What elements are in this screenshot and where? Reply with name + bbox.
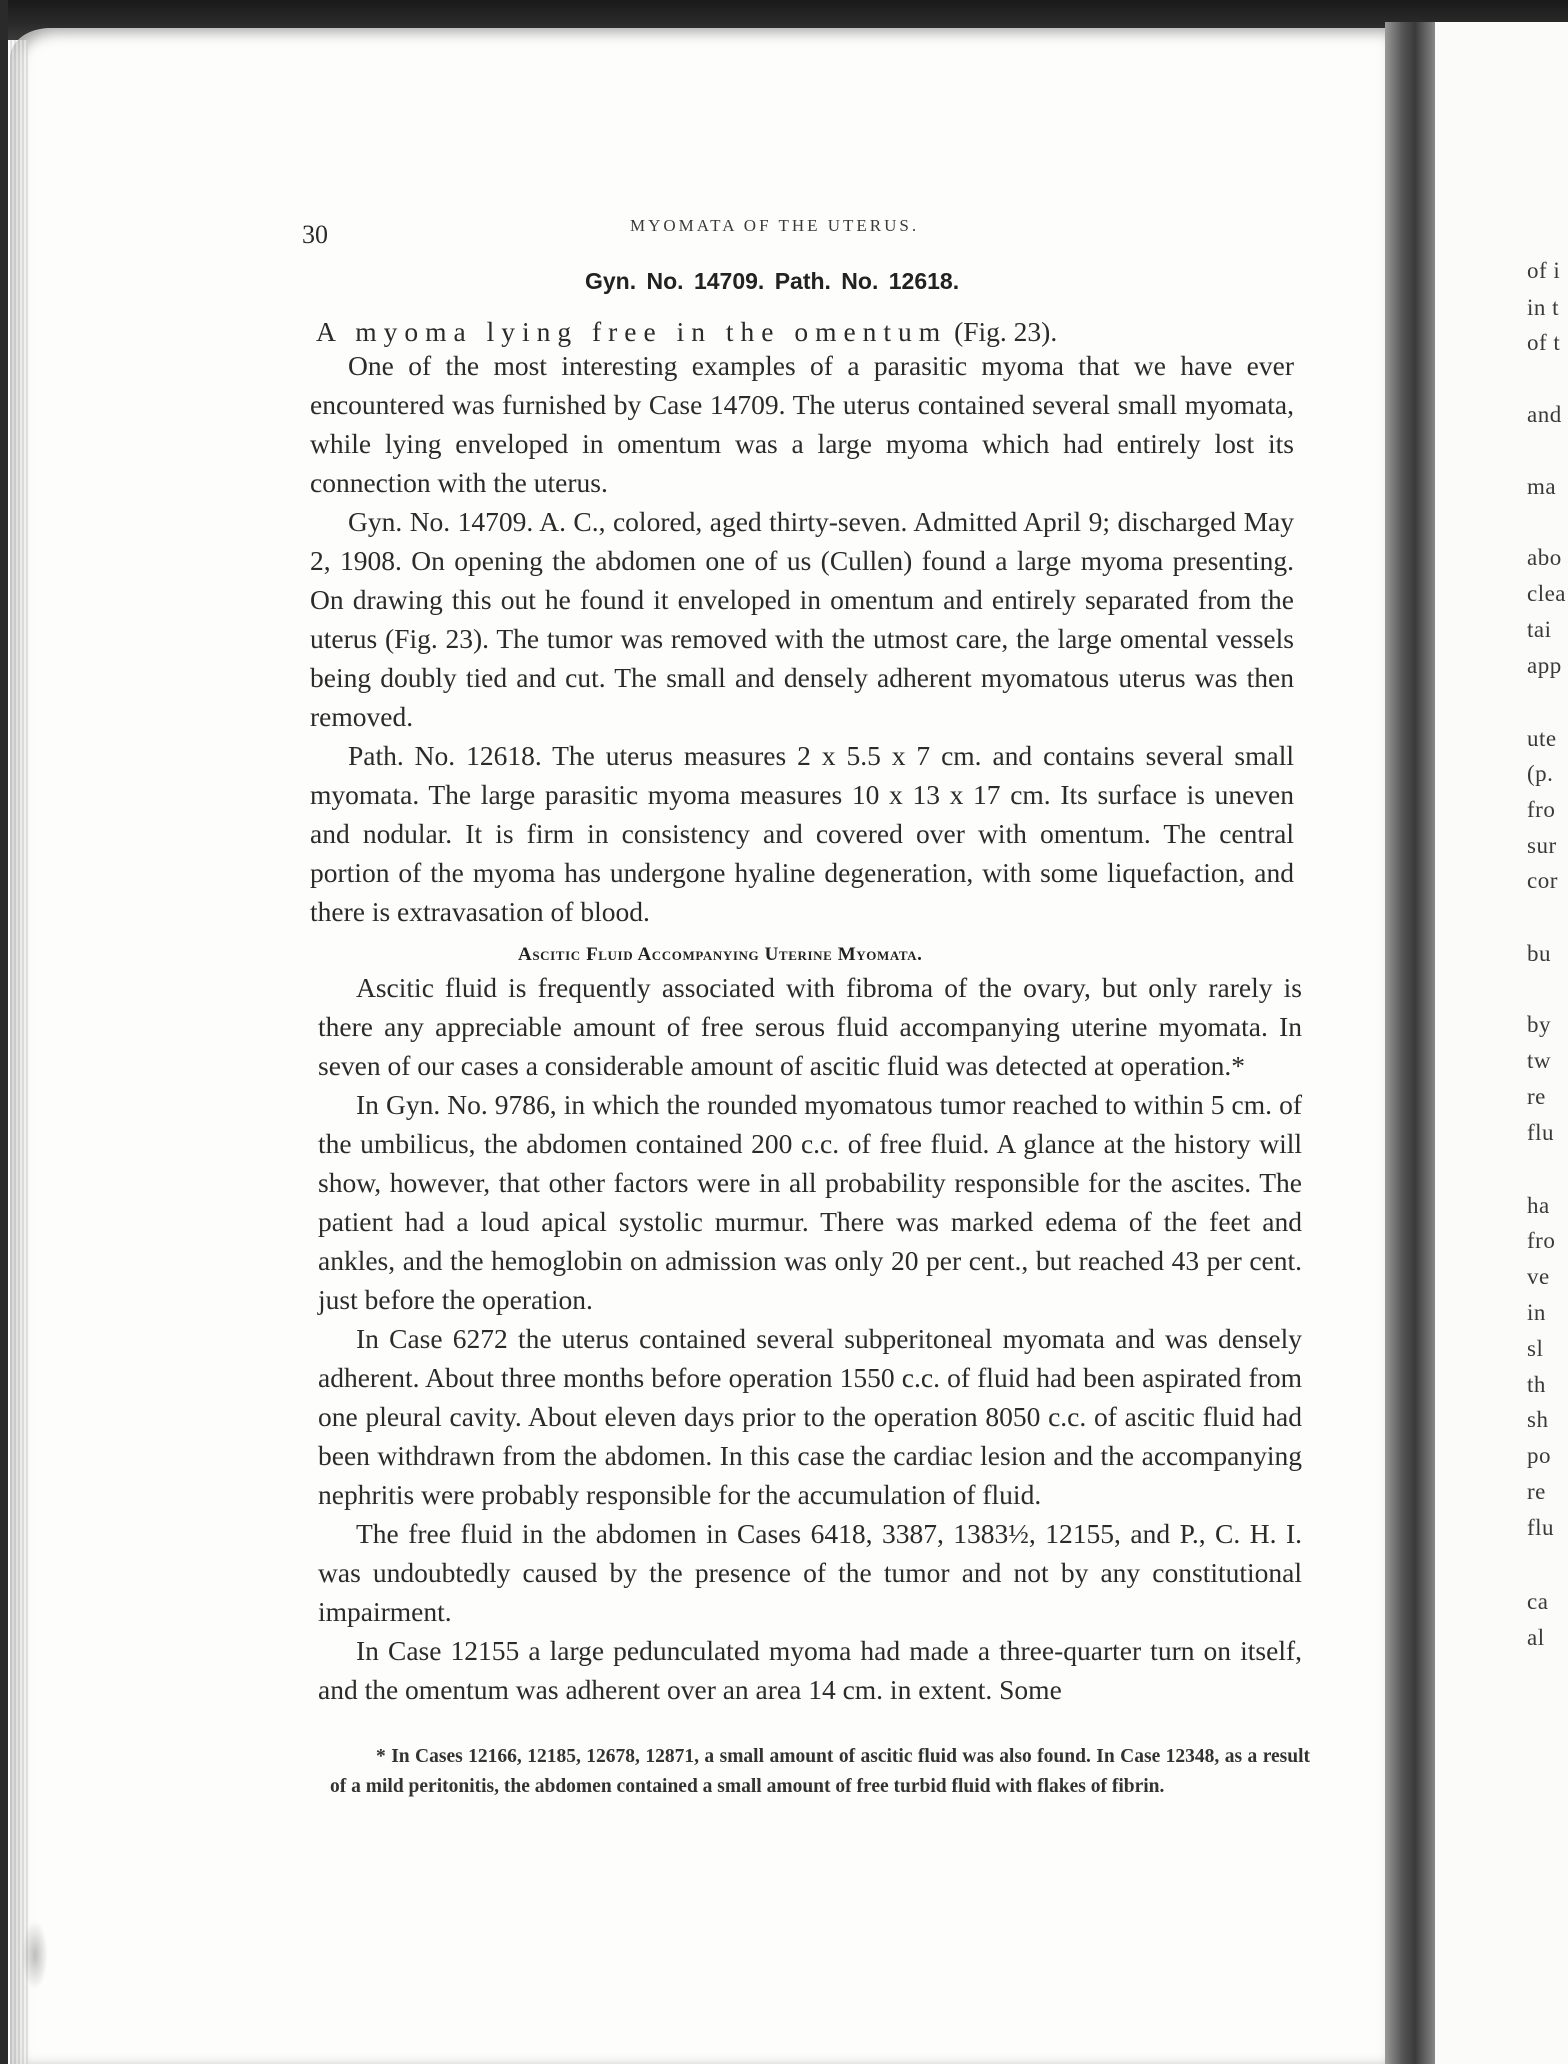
facing-page-fragment: po [1527, 1443, 1551, 1468]
facing-page-fragment: in t [1527, 295, 1560, 320]
facing-page-fragment: (p. [1527, 761, 1554, 786]
facing-page-fragment: th [1527, 1372, 1546, 1397]
facing-page-fragment: tai [1527, 617, 1552, 642]
case-body [310, 346, 1294, 931]
ascitic-body [318, 968, 1302, 1709]
paragraph: The free fluid in the abdomen in Cases 6418, 3387, 1383½, 12155, and P., C. H. I. was undoubtedly caused by the presence of the tumor and not by any constitutional impairment. [318, 1518, 1302, 1627]
facing-page-fragment: re [1527, 1084, 1546, 1109]
running-head: MYOMATA OF THE UTERUS. [630, 216, 920, 235]
page-number: 30 [302, 220, 328, 249]
subtitle-figure-ref: (Fig. 23). [947, 316, 1058, 347]
paragraph: Ascitic fluid is frequently associated with fibroma of the ovary, but only rarely is there any appreciable amount of free serous fluid accompanying uterine myomata. In seven of our cases a considerable amount of ascitic fluid was detected at operation.* [318, 972, 1302, 1081]
case-heading: Gyn. No. 14709. Path. No. 12618. [585, 268, 960, 294]
facing-page-fragment: cor [1527, 868, 1558, 893]
book-gutter [1385, 22, 1435, 2064]
footnote: * In Cases 12166, 12185, 12678, 12871, a small amount of ascitic fluid was also found. In Case 12348, as a result of a mild peritonitis, the abdomen contained a small amount of free turbid fluid with flakes of fibrin. [330, 1746, 1310, 1797]
facing-page-fragment: fro [1527, 1228, 1556, 1253]
paragraph: One of the most interesting examples of a parasitic myoma that we have ever encountered was furnished by Case 14709. The uterus contained several small myomata, while lying enveloped in omentum was a large myoma which had entirely lost its connection with the uterus. [310, 350, 1294, 498]
scan-border-left [0, 0, 8, 2064]
facing-page-fragment: al [1527, 1625, 1545, 1650]
subtitle-text: A myoma lying free in the omentum [316, 316, 948, 347]
facing-page-fragment: ca [1527, 1589, 1549, 1614]
section-title: Ascitic Fluid Accompanying Uterine Myomata. [518, 944, 923, 965]
paragraph: Path. No. 12618. The uterus measures 2 x 5.5 x 7 cm. and contains several small myomata. The large parasitic myoma measures 10 x 13 x 17 cm. Its surface is uneven and nodular. It is firm in consistency and covered over with omentum. The central portion of the myoma has undergone hyaline degeneration, with some liquefaction, and there is extravasation of blood. [310, 740, 1294, 927]
facing-page-fragment: ha [1527, 1193, 1550, 1218]
paragraph: In Gyn. No. 9786, in which the rounded myomatous tumor reached to within 5 cm. of the umbilicus, the abdomen contained 200 c.c. of free fluid. A glance at the history will show, however, that other factors were in all probability responsible for the ascites. The patient had a loud apical systolic murmur. There was marked edema of the feet and ankles, and the hemoglobin on admission was only 20 per cent., but reached 43 per cent. just before the operation. [318, 1089, 1302, 1315]
facing-page-fragment: ute [1527, 726, 1557, 751]
facing-page-fragment: ma [1527, 474, 1557, 499]
facing-page-fragment: sur [1527, 833, 1557, 858]
facing-page-fragment: clea [1527, 581, 1567, 606]
paragraph: In Case 6272 the uterus contained several subperitoneal myomata and was densely adherent. About three months before operation 1550 c.c. of fluid had been aspirated from one pleural cavity. About eleven days prior to the operation 8050 c.c. of ascitic fluid had been withdrawn from the abdomen. In this case the cardiac lesion and the accompanying nephritis were probably responsible for the accumulation of fluid. [318, 1323, 1302, 1510]
facing-page-fragment: by [1527, 1012, 1551, 1037]
facing-page-fragment: app [1527, 653, 1562, 678]
facing-page [1435, 22, 1568, 2064]
page-edges [10, 40, 28, 2064]
paragraph: Gyn. No. 14709. A. C., colored, aged thirty-seven. Admitted April 9; discharged May 2, 1908. On opening the abdomen one of us (Cullen) found a large myoma presenting. On drawing this out he found it enveloped in omentum and entirely separated from the uterus (Fig. 23). The tumor was removed with the utmost care, the large omental vessels being doubly tied and cut. The small and densely adherent myomatous uterus was then removed. [310, 506, 1294, 732]
facing-page-fragment: fro [1527, 797, 1556, 822]
scan-smudge [22, 1920, 48, 1990]
facing-page-fragment: flu [1527, 1515, 1555, 1540]
facing-page-fragment: of i [1527, 258, 1561, 283]
facing-page-fragment: bu [1527, 941, 1551, 966]
facing-page-fragment: sl [1527, 1336, 1544, 1361]
facing-page-fragment: and [1527, 402, 1562, 427]
paragraph: In Case 12155 a large pedunculated myoma had made a three-quarter turn on itself, and the omentum was adherent over an area 14 cm. in extent. Some [318, 1635, 1302, 1705]
facing-page-fragment: flu [1527, 1120, 1555, 1145]
facing-page-fragment: tw [1527, 1048, 1551, 1073]
facing-page-fragment: sh [1527, 1407, 1549, 1432]
facing-page-fragment: abo [1527, 545, 1562, 570]
facing-page-fragment: in [1527, 1300, 1546, 1325]
facing-page-fragment: of t [1527, 330, 1561, 355]
facing-page-fragment: ve [1527, 1264, 1550, 1289]
facing-page-fragment: re [1527, 1479, 1546, 1504]
